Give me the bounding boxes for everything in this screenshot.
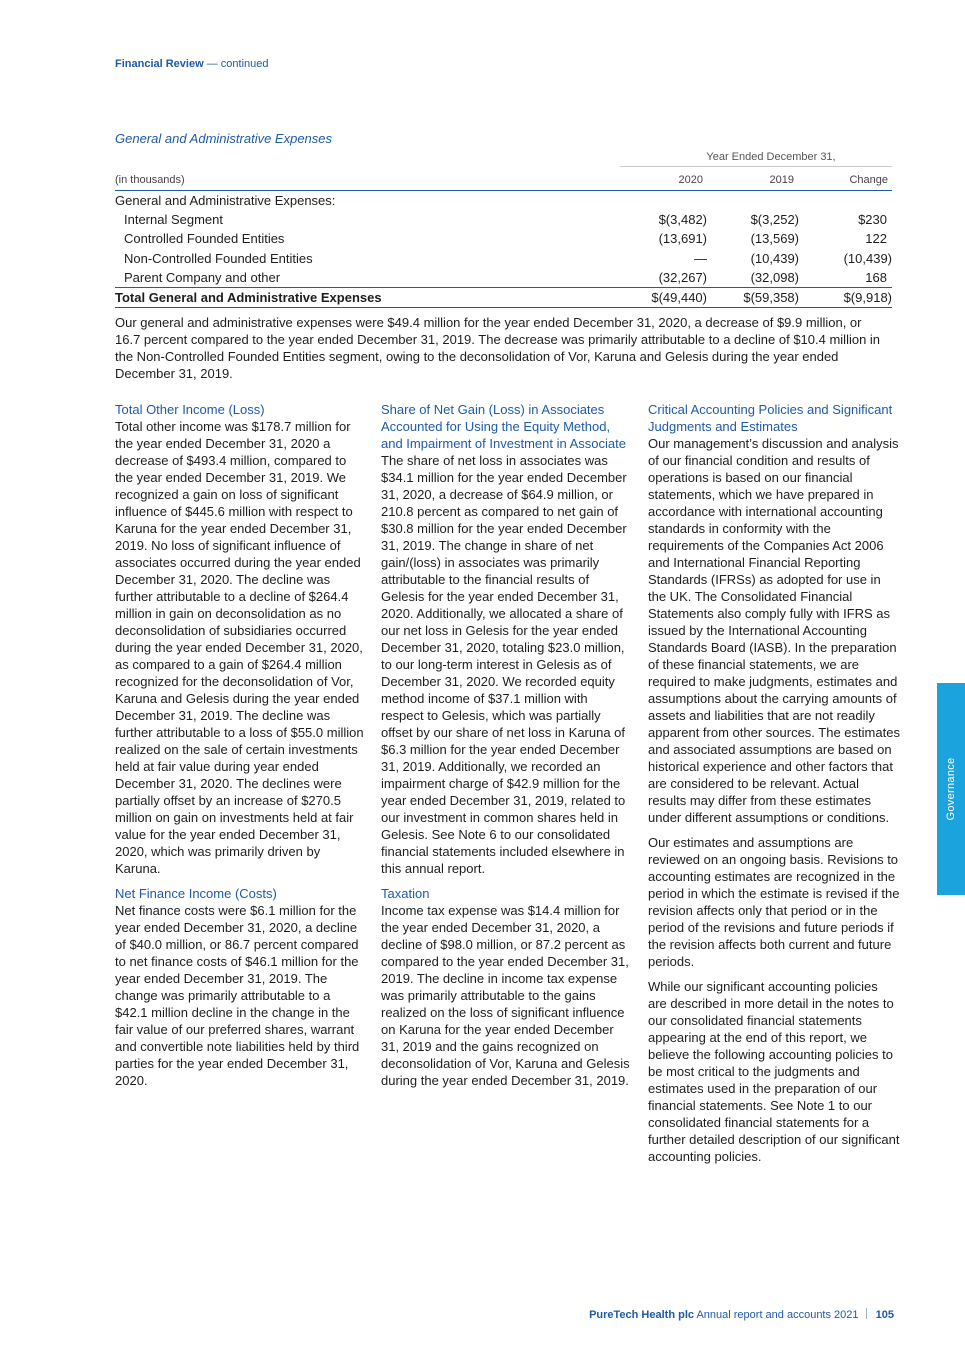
table-row <box>115 210 892 229</box>
paragraph: Our estimates and assumptions are reviewed on an ongoing basis. Revisions to accounting estimates are recognized in the period in which the estimate is revised if the revision affects only that period or in the period of the revisions and future periods if the revision affects both current and future periods. <box>648 835 900 969</box>
value-2019: $(3,252) <box>750 212 799 227</box>
total-change: $(9,918) <box>843 290 892 305</box>
row-label: Internal Segment <box>124 212 224 227</box>
value-2020: — <box>694 251 707 266</box>
value-2019: (32,098) <box>750 270 799 285</box>
paragraph: While our significant accounting policies are described in more detail in the notes to our consolidated financial statements appearing at the end of this report, we believe the following accounting policies to be most critical to the judgments and estimates used in the preparation of our financial statements. See Note 1 to our consolidated financial statements for a further detailed description of our significant accounting policies. <box>648 979 900 1164</box>
column-left <box>115 401 365 1097</box>
value-2020: (32,267) <box>658 270 707 285</box>
page-number: 105 <box>875 1309 894 1321</box>
col-2020-header: 2020 <box>678 174 703 186</box>
paragraph: Our management’s discussion and analysis of our financial condition and results of operations is based on our financial statements, which we have prepared in accordance with international accounting standards in conformity with the requirements of the Companies Act 2006 and International Financial Reporting Standards (IFRSs) as adopted for use in the UK. The Consolidated Financial Statements also comply fully with IFRS as issued by the International Accounting Standards Board (IASB). In the preparation of these financial statements, we are required to make judgments, estimates and assumptions about the carrying amounts of assets and liabilities that are not readily apparent from other sources. The estimates and associated assumptions are based on historical experience and other factors that are considered to be relevant. Actual results may differ from these estimates under different assumptions or conditions. <box>648 436 900 825</box>
footer-divider <box>866 1308 867 1319</box>
group-label-row <box>115 191 892 210</box>
heading-share-of-net-gain: Share of Net Gain (Loss) in Associates Accounted for Using the Equity Method, and Impairment of Investment in Associate <box>381 402 626 451</box>
row-label: Controlled Founded Entities <box>124 231 285 246</box>
summary-paragraph: Our general and administrative expenses were $49.4 million for the year ended December 31, 2020, a decrease of $9.9 million, or 16.7 percent compared to the year ended December 31, 2019. The decrease was primarily attributable to a decline of $10.4 million in the Non-Controlled Founded Entities segment, owing to the deconsolidation of Vor, Karuna and Gelesis during the year ended December 31, 2019. <box>115 315 881 381</box>
col-2019-header: 2019 <box>769 174 794 186</box>
paragraph: The share of net loss in associates was $34.1 million for the year ended December 31, 2020, a decrease of $64.9 million, or 210.8 percent as compared to net gain of $30.8 million for the year ended December 31, 2019. The change in share of net gain/(loss) in associates was primarily attributable to the financial results of Gelesis for the year ended December 31, 2020. Additionally, we allocated a share of our net loss in Gelesis for the year ended December 31, 2020, totaling $23.0 million, to our long-term interest in Gelesis as of December 31, 2020. We recorded equity method income of $37.1 million with respect to Gelesis, which was partially offset by our share of net loss in Karuna of $6.3 million for the year ended December 31, 2019. Additionally, we recorded an impairment charge of $42.9 million for the year ended December 31, 2019, related to our investment in common shares held in Gelesis. See Note 6 to our consolidated financial statements included elsewhere in this annual report. <box>381 453 627 876</box>
report-name: Annual report and accounts 2021 <box>696 1309 859 1321</box>
column-right <box>648 401 900 1173</box>
governance-tab-label: Governance <box>945 757 957 821</box>
table-row <box>115 229 892 248</box>
table-row <box>115 249 892 268</box>
heading-total-other-income: Total Other Income (Loss) <box>115 402 265 417</box>
company-name: PureTech Health plc <box>589 1309 694 1321</box>
page-footer <box>589 1308 894 1321</box>
total-2020: $(49,440) <box>651 290 707 305</box>
value-2020: $(3,482) <box>658 212 707 227</box>
unit-label: (in thousands) <box>115 174 185 186</box>
table-header-row <box>115 171 892 191</box>
table-row <box>115 268 892 287</box>
heading-net-finance: Net Finance Income (Costs) <box>115 886 277 901</box>
row-label: Parent Company and other <box>124 270 281 285</box>
value-change: 122 <box>865 231 887 246</box>
value-change: (10,439) <box>843 251 892 266</box>
paragraph: Income tax expense was $14.4 million for the year ended December 31, 2020, a decline of $98.0 million, or 87.2 percent as compared to the year ended December 31, 2019. The decline in income tax expense was primarily attributable to the gains realized on the loss of significant influence on Karuna for the year ended December 31, 2019 and the gains recognized on deconsolidation of Vor, Karuna and Gelesis during the year ended December 31, 2019. <box>381 903 630 1088</box>
paragraph: Total other income was $178.7 million for the year ended December 31, 2020 a decrease of $493.4 million, compared to the year ended December 31, 2019. We recognized a gain on loss of significant influence of $445.6 million with respect to Karuna for the year ended December 31, 2019. No loss of significant influence of associates occurred during the year ended December 31, 2020. The decline was further attributable to a decline of $264.4 million in gain on deconsolidation as no deconsolidation of subsidiaries occurred during the year ended December 31, 2020, as compared to a gain of $264.4 million recognized for the deconsolidation of Vor, Karuna and Gelesis during the year ended December 31, 2019. The decline was further attributable to a loss of $55.0 million realized on the sale of certain investments held at fair value during year ended December 31, 2020. The declines were partially offset by an increase of $270.5 million on gain on investments held at fair value for the year ended December 31, 2020, which was primarily driven by Karuna. <box>115 419 364 876</box>
governance-tab[interactable] <box>937 683 965 895</box>
column-middle <box>381 401 633 1097</box>
heading-taxation: Taxation <box>381 886 430 901</box>
heading-critical-accounting: Critical Accounting Policies and Significant Judgments and Estimates <box>648 402 893 434</box>
year-header: Year Ended December 31, <box>620 151 892 167</box>
total-row <box>115 287 892 308</box>
section-name: Financial Review <box>115 58 204 70</box>
total-2019: $(59,358) <box>743 290 799 305</box>
col-change-header: Change <box>849 174 888 186</box>
group-label: General and Administrative Expenses: <box>115 193 336 208</box>
paragraph: Net finance costs were $6.1 million for the year ended December 31, 2020, a decline of $40.0 million, or 86.7 percent compared to net finance costs of $46.1 million for the year ended December 31, 2019. The change was primarily attributable to a $42.1 million decline in the change in the fair value of our preferred shares, warrant and convertible note liabilities held by third parties for the year ended December 31, 2020. <box>115 903 360 1088</box>
continued-label: — continued <box>206 58 269 70</box>
row-label: Non-Controlled Founded Entities <box>124 251 313 266</box>
table-title: General and Administrative Expenses <box>115 131 333 146</box>
value-2019: (10,439) <box>750 251 799 266</box>
value-2020: (13,691) <box>658 231 707 246</box>
total-label: Total General and Administrative Expenses <box>115 290 382 305</box>
running-header <box>115 58 268 70</box>
value-change: $230 <box>858 212 887 227</box>
value-2019: (13,569) <box>750 231 799 246</box>
value-change: 168 <box>865 270 887 285</box>
